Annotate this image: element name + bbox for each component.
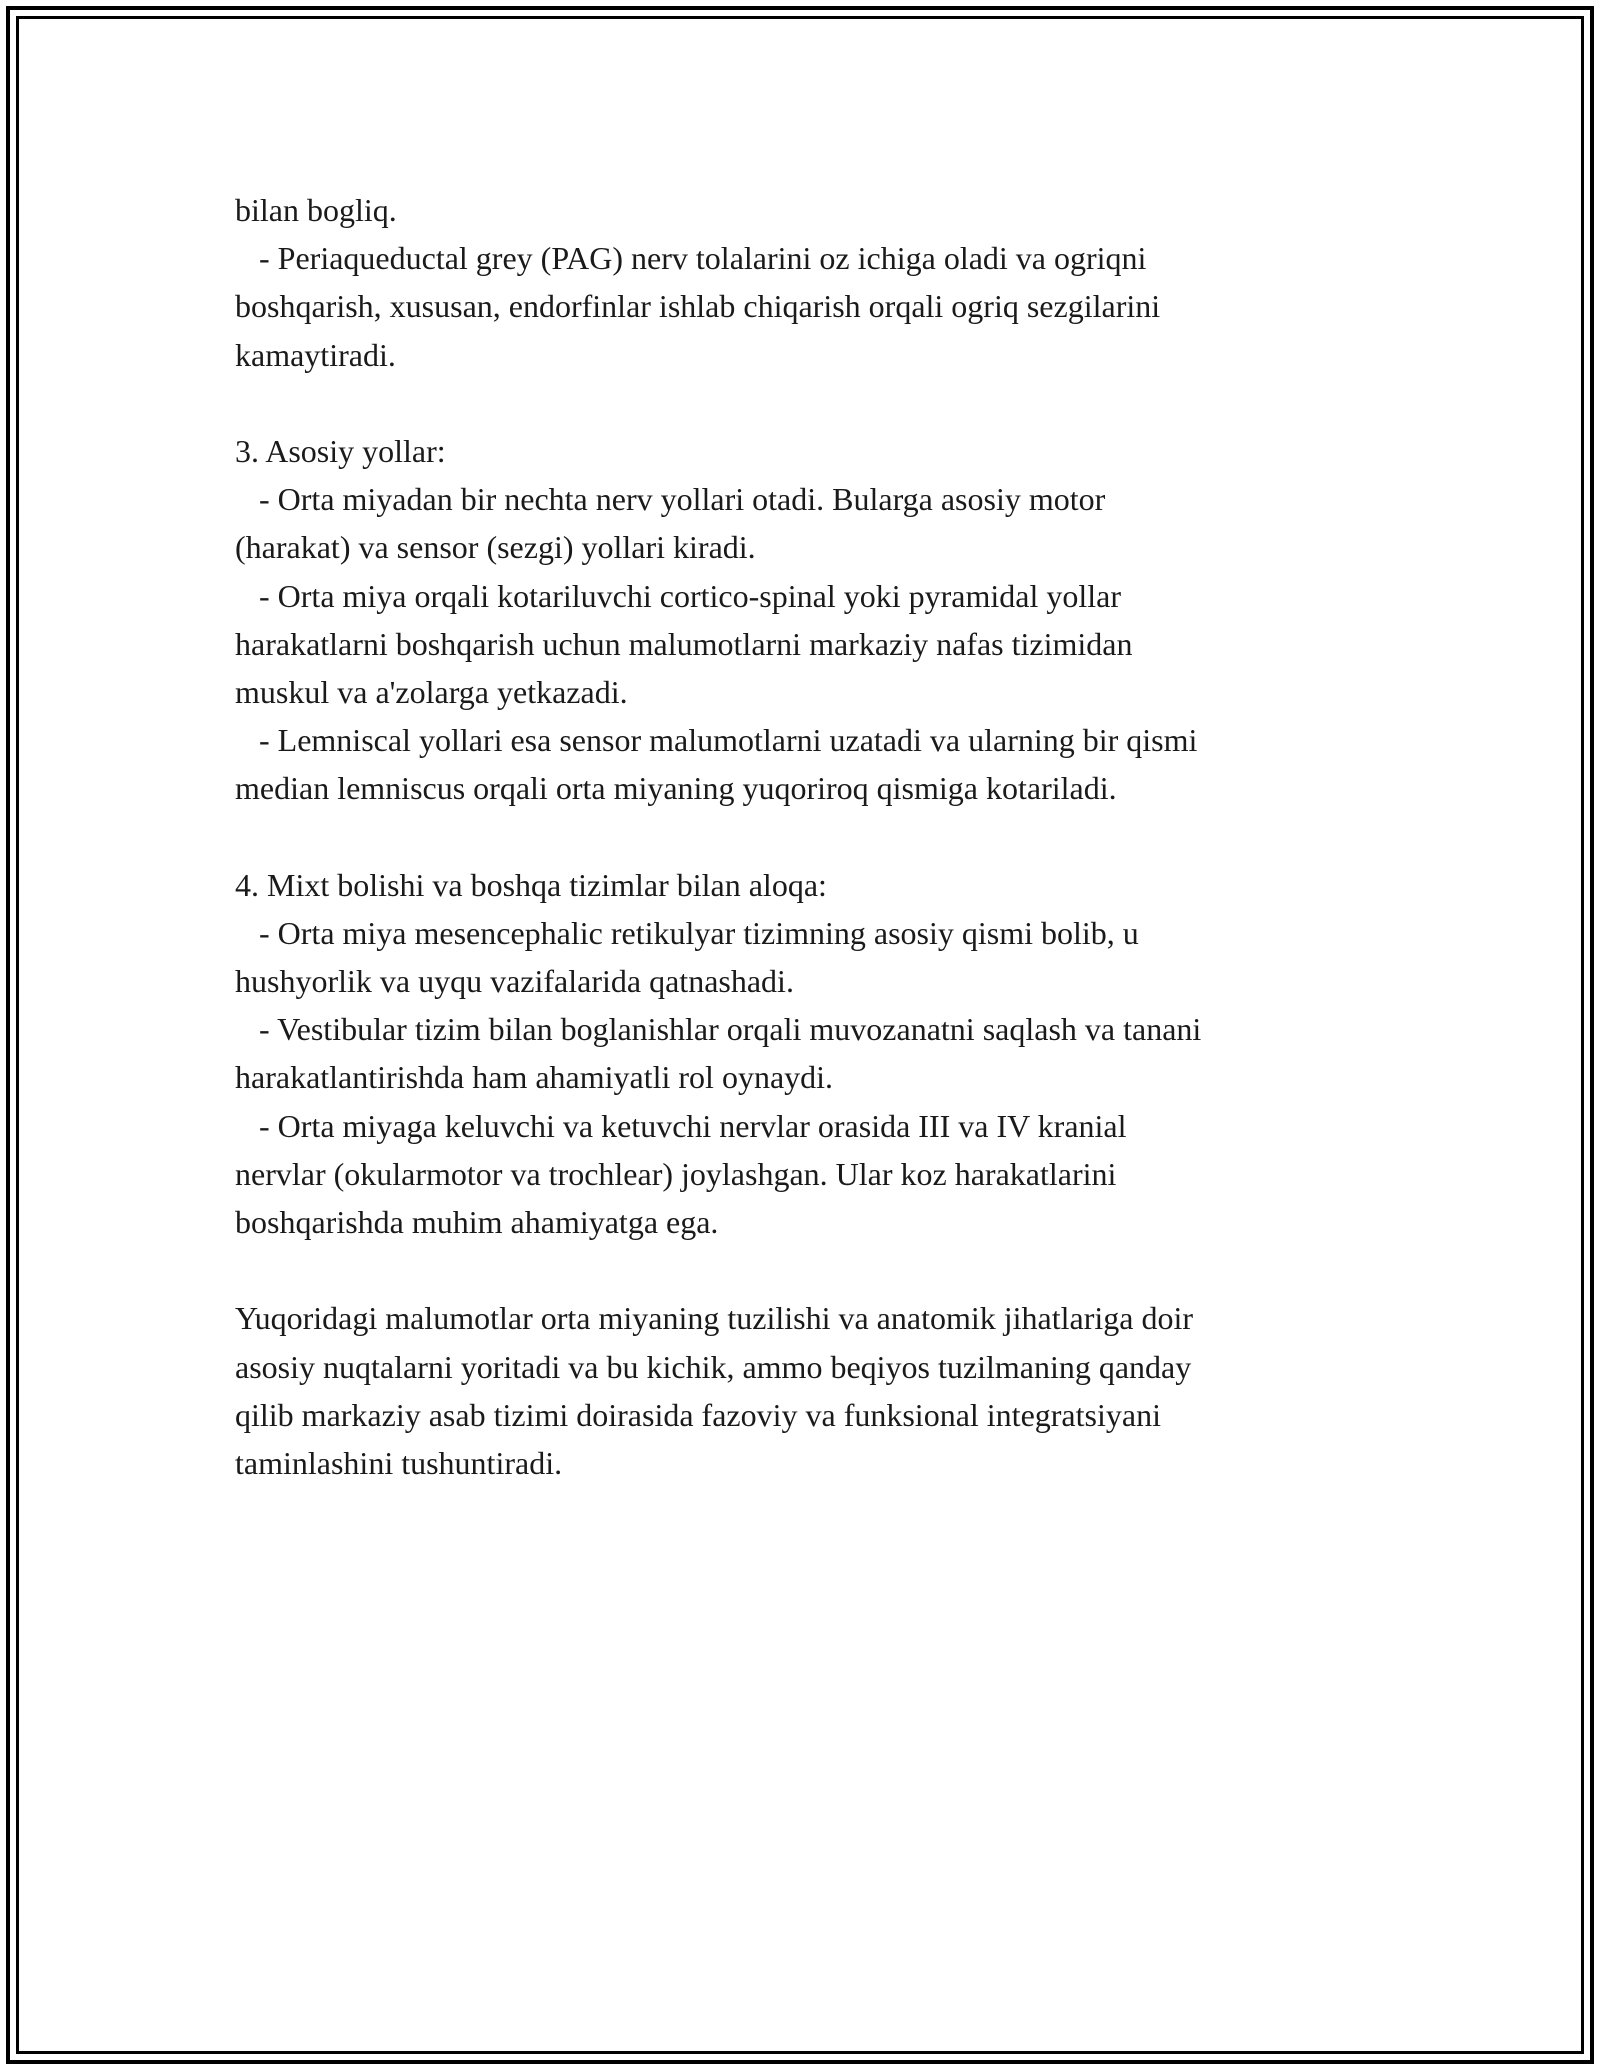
text-line: boshqarish, xususan, endorfinlar ishlab chiqarish orqali ogriq sezgilarini (235, 288, 1161, 325)
paragraph-conclusion (235, 1294, 1385, 1487)
text-line: - Orta miyaga keluvchi va ketuvchi nervlar orasida III va IV kranial (235, 1107, 1127, 1144)
paragraph-spacer (235, 1246, 1385, 1294)
text-line: - Vestibular tizim bilan boglanishlar orqali muvozanatni saqlash va tanani (235, 1011, 1202, 1048)
text-line: muskul va a'zolarga yetkazadi. (235, 673, 628, 710)
text-line: hushyorlik va uyqu vazifalarida qatnashadi. (235, 963, 794, 999)
text-line: taminlashini tushuntiradi. (235, 1444, 563, 1481)
paragraph-spacer (235, 812, 1385, 860)
section-heading: 4. Mixt bolishi va boshqa tizimlar bilan aloqa: (235, 866, 827, 903)
text-line: Yuqoridagi malumotlar orta miyaning tuzilishi va anatomik jihatlariga doir (235, 1300, 1193, 1337)
text-line: nervlar (okularmotor va trochlear) joylashgan. Ular koz harakatlarini (235, 1155, 1117, 1192)
paragraph-pag (235, 186, 1385, 379)
section-mixt-bolishi (235, 861, 1385, 1247)
text-line: kamaytiradi. (235, 336, 396, 373)
text-line: (harakat) va sensor (sezgi) yollari kiradi. (235, 529, 756, 566)
paragraph-spacer (235, 379, 1385, 427)
text-line: median lemniscus orqali orta miyaning yuqoriroq qismiga kotariladi. (235, 770, 1117, 807)
text-line: qilib markaziy asab tizimi doirasida fazoviy va funksional integratsiyani (235, 1396, 1161, 1433)
text-line: bilan bogliq. (235, 192, 397, 228)
text-line: boshqarishda muhim ahamiyatga ega. (235, 1203, 719, 1240)
text-line: harakatlarni boshqarish uchun malumotlarni markaziy nafas tizimidan (235, 625, 1133, 662)
section-heading: 3. Asosiy yollar: (235, 432, 446, 469)
text-line: - Orta miya mesencephalic retikulyar tizimning asosiy qismi bolib, u (235, 914, 1139, 951)
text-line: harakatlantirishda ham ahamiyatli rol oynaydi. (235, 1059, 834, 1096)
document-body (235, 186, 1385, 1487)
text-line: - Lemniscal yollari esa sensor malumotlarni uzatadi va ularning bir qismi (235, 722, 1198, 759)
text-line: - Periaqueductal grey (PAG) nerv tolalarini oz ichiga oladi va ogriqni (235, 240, 1147, 277)
section-asosiy-yollar (235, 427, 1385, 813)
text-line: - Orta miyadan bir nechta nerv yollari otadi. Bularga asosiy motor (235, 481, 1106, 518)
text-line: asosiy nuqtalarni yoritadi va bu kichik, ammo beqiyos tuzilmaning qanday (235, 1348, 1192, 1385)
text-line: - Orta miya orqali kotariluvchi cortico-spinal yoki pyramidal yollar (235, 577, 1121, 614)
